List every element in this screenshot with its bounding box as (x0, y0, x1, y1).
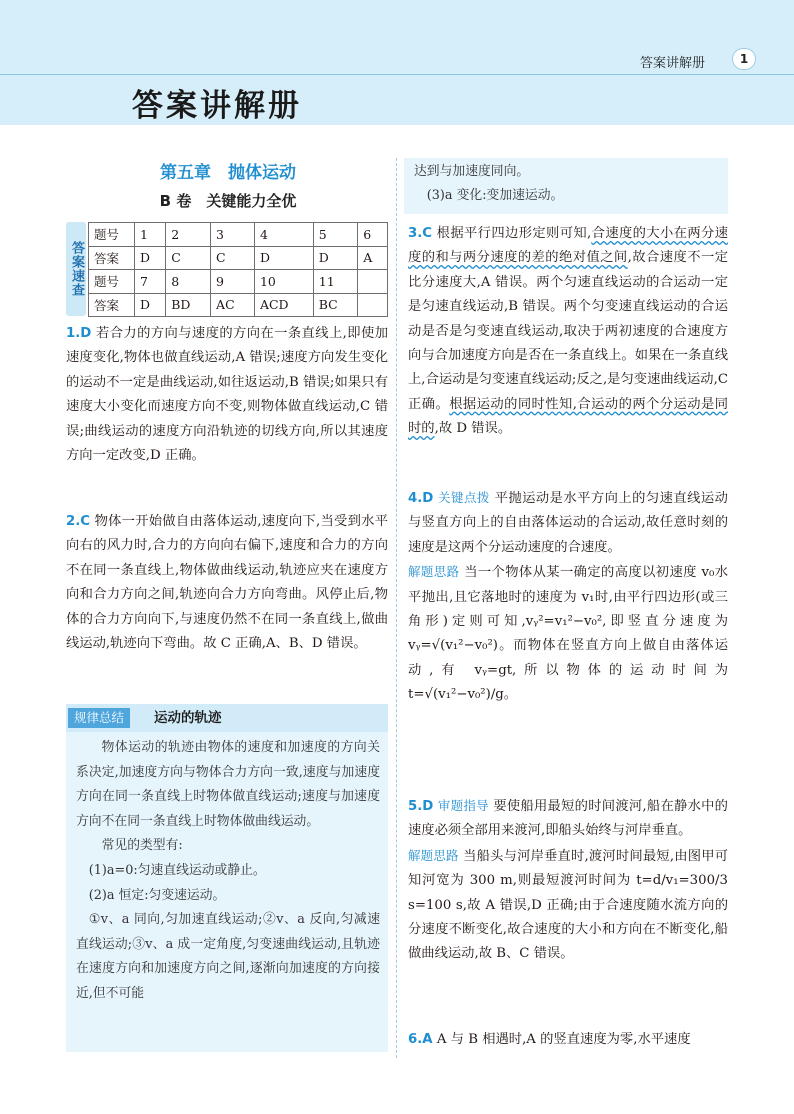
answer-table-row-header: 题号 (89, 223, 135, 247)
answer-q2 (66, 510, 388, 656)
answer-table-cell: 11 (313, 270, 357, 294)
rule-continuation-line: 达到与加速度同向。 (414, 164, 530, 179)
rule-paragraph: (1)a=0:匀速直线运动或静止。 (88, 862, 266, 878)
q4-solution-tag: 解题思路 (408, 564, 460, 580)
q3-key-sentence: 合速度的大小在两分速度的和与两分速度的差的绝对值之间 (408, 226, 728, 266)
answer-quick-check (66, 222, 388, 316)
answer-q4 (408, 486, 728, 708)
answer-table (88, 222, 388, 317)
rule-paragraph: ①v、a 同向,匀加速直线运动;②v、a 反向,匀减速直线运动;③v、a 成一定角度,匀变速曲线运动,且轨迹在速度方向和加速度方向之间,逐渐向加速度的方向接近,但不可能 (76, 912, 380, 1001)
answer-table-cell: D (254, 246, 313, 270)
q4-key-tip: 平抛运动是水平方向上的匀速直线运动与竖直方向上的自由落体运动的合运动,故任意时刻的速度是这两个分运动速度的合速度。 (408, 491, 728, 555)
answer-q5 (408, 794, 728, 967)
answer-table-cell: 6 (358, 223, 388, 247)
header-section-label: 答案讲解册 (640, 56, 706, 71)
answer-table-cell: 3 (211, 223, 255, 247)
answer-table-cell: BC (313, 293, 357, 317)
q6-number: 6.A (408, 1032, 433, 1047)
q5-number: 5.D (408, 799, 434, 814)
q1-number: 1.D (66, 326, 92, 341)
rule-continuation-line: (3)a 变化:变加速运动。 (426, 188, 564, 204)
q3-key-sentence: 根据运动的同时性知,合运动的两个分运动是同时的 (408, 396, 728, 437)
q4-key-tip-tag: 关键点拨 (438, 490, 490, 505)
answer-table-cell: BD (166, 293, 211, 317)
q3-text: ,故 D 错误。 (434, 421, 512, 437)
answer-q1 (66, 322, 388, 468)
answer-table-row-header: 题号 (89, 270, 135, 294)
answer-table-cell: 1 (135, 223, 166, 247)
answer-table-row-header: 答案 (89, 246, 135, 270)
answer-table-cell: A (358, 246, 388, 270)
rule-paragraph: 常见的类型有: (101, 838, 183, 854)
answer-table-cell: 8 (166, 270, 211, 294)
answer-q6 (408, 1028, 728, 1052)
volume-title: B 卷 关键能力全优 (159, 192, 297, 210)
answer-table-cell: 10 (254, 270, 313, 294)
q5-guide-tag: 审题指导 (437, 798, 489, 813)
q1-explanation: 若合力的方向与速度的方向在一条直线上,即使加速度变化,物体也做直线运动,A 错误;速度方向发生变化的运动不一定是曲线运动,如往返运动,B 错误;如果只有速度大小变化而速度方向不变,则物体做直线运动,C 错误;曲线运动的速度方向沿轨迹的切线方向,所以其速度方向一定改变,D 正确。 (66, 326, 388, 464)
answer-table-cell: 9 (211, 270, 255, 294)
column-divider (396, 158, 397, 1058)
answer-table-row (89, 270, 388, 294)
page-number: 1 (732, 48, 756, 70)
answer-table-cell: AC (211, 293, 255, 317)
q3-text: ,故合速度不一定比分速度大,A 错误。两个匀速直线运动的合运动一定是匀速直线运动,B 错误。两个匀变速直线运动的合运动是否是匀变速直线运动,取决于两初速度的合速度方向与合加速度方向是否在一条直线上。如果在一条直线上,合运动是匀变速直线运动;反之,是匀变速曲线运动,C 正确。 (408, 250, 729, 412)
rule-paragraph: 物体运动的轨迹由物体的速度和加速度的方向关系决定,加速度方向与物体合力方向一致,速度与加速度方向在同一条直线上时物体做直线运动;速度与加速度方向不在同一条直线上时物体做曲线运动。 (76, 740, 380, 829)
answer-table-cell: 2 (166, 223, 211, 247)
answer-table-cell (358, 293, 388, 317)
answer-table-row (89, 246, 388, 270)
rule-paragraph: (2)a 恒定:匀变速运动。 (88, 887, 226, 903)
answer-table-row (89, 293, 388, 317)
q3-number: 3.C (408, 226, 433, 241)
answer-q3 (408, 222, 728, 442)
answer-table-cell: C (211, 246, 255, 270)
answer-table-cell: 4 (254, 223, 313, 247)
answer-table-row (89, 223, 388, 247)
answer-table-cell: D (135, 246, 166, 270)
chapter-title: 第五章 抛体运动 (160, 163, 296, 183)
answer-table-cell: 5 (313, 223, 357, 247)
answer-table-cell: ACD (254, 293, 313, 317)
q4-number: 4.D (408, 491, 434, 506)
header-divider (0, 74, 794, 75)
answer-table-cell: 7 (135, 270, 166, 294)
rule-summary-body (76, 736, 380, 1007)
q5-solution-tag: 解题思路 (408, 847, 459, 863)
q6-explanation: A 与 B 相遇时,A 的竖直速度为零,水平速度 (436, 1032, 691, 1047)
page-title: 答案讲解册 (132, 88, 302, 124)
q3-text: 根据平行四边形定则可知, (436, 226, 592, 241)
answer-table-cell: D (313, 246, 357, 270)
q5-guide: 要使船用最短的时间渡河,船在静水中的速度必须全部用来渡河,即船头始终与河岸垂直。 (408, 799, 728, 839)
rule-continuation-text (414, 160, 720, 209)
rule-summary-tag: 规律总结 (68, 708, 130, 728)
rule-summary-title: 运动的轨迹 (154, 710, 222, 726)
q2-explanation: 物体一开始做自由落体运动,速度向下,当受到水平向右的风力时,合力的方向向右偏下,速度和合力的方向不在同一条直线上,物体做曲线运动,轨迹应夹在速度方向和合力方向之间,轨迹向合力方向弯曲。风停止后,物体的合力方向向下,与速度仍然不在同一条直线上,做曲线运动,轨迹向下弯曲。故 C 正确,A、B、D 错误。 (66, 514, 389, 652)
answer-table-cell: D (135, 293, 166, 317)
answer-table-cell (358, 270, 388, 294)
answer-table-cell: C (166, 246, 211, 270)
answer-side-label: 答案速查 (66, 222, 86, 316)
answer-table-row-header: 答案 (89, 293, 135, 317)
q4-solution: 当一个物体从某一确定的高度以初速度 v₀水平抛出,且它落地时的速度为 v₁时,由平行四边形(或三角形)定则可知,vᵧ²=v₁²−v₀²,即竖直分速度为 vᵧ=√(v₁²−v₀²)。而物体在竖直方向上做自由落体运动,有 vᵧ=gt,所以物体的运动时间为 t=√(v₁²−v₀²)/g。 (408, 565, 728, 703)
q2-number: 2.C (66, 514, 91, 529)
q5-solution: 当船头与河岸垂直时,渡河时间最短,由图甲可知河宽为 300 m,则最短渡河时间为 t=d/v₁=300/3 s=100 s,故 A 错误,D 正确;由于合速度随水流方向的分速度不断变化,故合速度的大小和方向在不断变化,船做曲线运动,故 B、C 错误。 (408, 848, 728, 962)
